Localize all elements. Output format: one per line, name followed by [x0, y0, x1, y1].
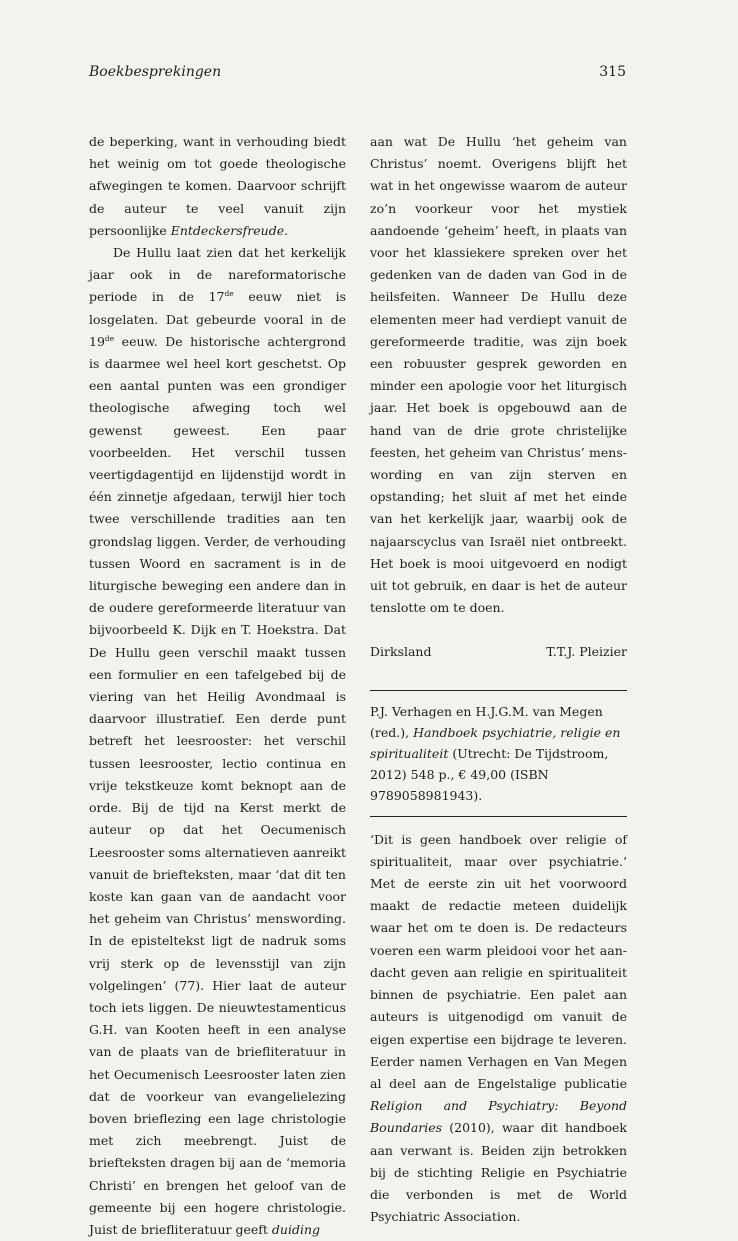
review-signature — [370, 641, 627, 663]
right-paragraph-1: aan wat De Hullu ‘het geheim van Christus’ noemt. Overigens blijft het wat in het ongewisse waarom de auteur zo’n voorkeur voor het mystiek aandoende ‘geheim’ heeft, in plaats van voor het klassiekere spreken over het gedenken van de daden van God in de heilsfeiten. Wanneer De Hullu deze elementen meer had verdiept vanuit de gereformeerde traditie, was zijn boek een robuuster gesprek geworden en minder een apologie voor het liturgisch jaar. Het boek is opgebouwd aan de hand van de drie grote christelijke feesten, het geheim van Christus’ menswording en van zijn sterven en opstanding; het sluit af met het einde van het kerkelijk jaar, waarbij ook de najaarscyclus van Israël niet ontbreekt. Het boek is mooi uitgevoerd en nodigt uit tot gebruik, en daar is het de auteur tenslotte om te doen. — [370, 134, 627, 616]
left-p2-text-a: De Hullu laat zien dat het kerkelijk jaar ook in de nareformatorische periode in de 17 — [89, 245, 346, 305]
biblio-publication: (Utrecht: De Tijdstroom, 2012) 548 p., € 49,00 (ISBN 9789058981943). — [370, 745, 609, 803]
review-text-b: (2010), waar dit handboek aan verwant is. Beiden zijn betrokken bij de stichting Religie en Psychiatrie die verbonden is met de World Psychiatric Association. — [370, 1120, 627, 1225]
right-column — [370, 131, 627, 1228]
left-p1-text: de beperking, want in verhouding biedt het weinig om tot goede theologische afwegingen te komen. Daarvoor schrijft de auteur te veel vanuit zijn persoonlijke — [89, 134, 346, 238]
superscript-de-2: de — [104, 333, 115, 343]
page-number: 315 — [599, 64, 626, 80]
superscript-de-1: de — [224, 289, 234, 299]
biblio-title: Handboek psychiatrie, religie en spiritualiteit — [370, 724, 621, 761]
left-p1-italic: Entdeckersfreude. — [170, 222, 289, 238]
signature-place: Dirksland — [370, 644, 432, 660]
left-p2-text-c: eeuw. De historische achtergrond is daarmee wel heel kort geschetst. Op een aantal punten was een grondiger theologische afweging toch wel gewenst geweest. Een paar voorbeelden. Het verschil tussen veertigdagentijd en lijdenstijd wordt in één zinnetje afgedaan, terwijl hier toch twee verschillende tradities aan ten grondslag liggen. Verder, de verhouding tussen Woord en sacrament is in de liturgische beweging een andere dan in de oudere gereformeerde literatuur van bijvoorbeeld K. Dijk en T. Hoekstra. Dat De Hullu geen verschil maakt tussen een formulier en een tafelgebed bij de viering van het Heilig Avondmaal is daarvoor illustratief. Een derde punt betreft het leesrooster: het verschil tussen leesrooster, lectio continua en vrije tekstkeuze komt beknopt aan de orde. Bij de tijd na Kerst merkt de auteur op dat het Oecumenisch Leesrooster soms alternatieven aanreikt vanuit de briefteksten, maar ‘dat dit ten koste kan gaan van de aandacht voor het geheim van Christus’ menswording. In de episteltekst ligt de nadruk soms vrij sterk op de levensstijl van zijn volgelingen’ (77). Hier laat de auteur toch iets liggen. De nieuwtestamenticus G.H. van Kooten heeft in een analyse van de plaats van de briefliteratuur in het Oecumenisch Leesrooster laten zien dat de voorkeur van evangelielezing boven brieflezing een lage christologie met zich meebrengt. Juist de briefteksten dragen bij aan de ‘memoria Christi’ en brengen het geloof van de gemeente bij een hogere christologie. Juist de briefliteratuur geeft — [89, 333, 346, 1237]
review-paragraph — [370, 829, 627, 1229]
divider-bottom — [370, 816, 627, 817]
left-p2-text-b: eeuw niet is losgelaten. Dat gebeurde vooral in de 19 — [89, 289, 346, 349]
running-header-title: Boekbesprekingen — [89, 64, 222, 80]
divider-top — [370, 690, 627, 691]
signature-author: T.T.J. Pleizier — [546, 644, 627, 660]
review-italic-title: Religion and Psychiatry: Beyond Boundaries — [370, 1098, 627, 1136]
review-text-a: ‘Dit is geen handboek over religie of spiritualiteit, maar over psychiatrie.’ Met de eerste zin uit het voorwoord maakt de redactie meteen duidelijk waar het om te doen is. De redacteurs voeren een warm pleidooi voor het aandacht geven aan religie en spiritualiteit binnen de psychiatrie. Een palet aan auteurs is uitgenodigd om vanuit de eigen expertise een bijdrage te leveren. Eerder namen Verhagen en Van Megen al deel aan de Engelstalige publicatie — [370, 831, 627, 1091]
left-paragraph-2 — [89, 242, 346, 1241]
bibliographic-entry — [370, 701, 627, 806]
left-paragraph-1 — [89, 131, 346, 242]
biblio-authors: P.J. Verhagen en H.J.G.M. van Megen (red.), — [370, 703, 603, 740]
left-column — [89, 131, 346, 1241]
left-p2-italic: duiding — [271, 1221, 321, 1237]
